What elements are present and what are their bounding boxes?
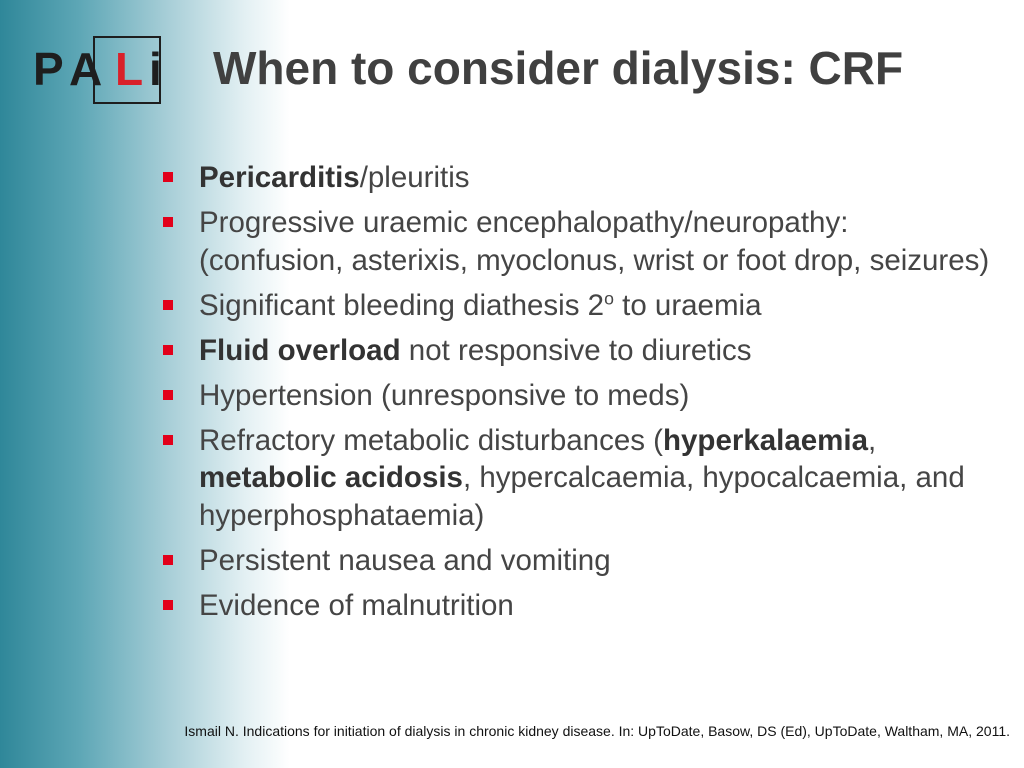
bullet-text: Persistent nausea and vomiting	[199, 543, 611, 577]
logo-letter-a: A	[69, 43, 103, 95]
bullet-item	[160, 287, 990, 325]
logo-letter-p: P	[33, 43, 64, 95]
bullet-superscript: o	[604, 287, 614, 308]
bullet-square-icon	[163, 300, 173, 310]
bullet-square-icon	[163, 345, 173, 355]
bullet-text: /pleuritis	[359, 161, 470, 194]
bullet-item	[160, 204, 990, 279]
bullet-square-icon	[163, 217, 173, 227]
bullet-text: ,	[868, 423, 877, 457]
bullet-square-icon	[163, 600, 173, 610]
bullet-bold-text: Fluid overload	[199, 333, 401, 367]
bullet-item	[160, 377, 990, 415]
bullet-square-icon	[163, 390, 173, 400]
bullet-square-icon	[163, 172, 173, 182]
bullet-text: to uraemia	[613, 288, 762, 322]
bullet-text: Refractory metabolic disturbances (	[199, 423, 663, 457]
bullet-text: not responsive to diuretics	[400, 333, 752, 367]
logo-letter-i: i	[149, 43, 162, 95]
bullet-text: Evidence of malnutrition	[199, 588, 514, 622]
bullet-text: , hypercalcaemia, hypocalcaemia, and hyperphosphataemia)	[199, 461, 965, 532]
bullet-item	[160, 159, 990, 197]
pali-logo	[33, 36, 165, 106]
logo-letter-l: L	[115, 43, 144, 95]
bullet-item	[160, 587, 990, 625]
bullet-text: Hypertension (unresponsive to meds)	[199, 378, 690, 412]
bullet-square-icon	[163, 555, 173, 565]
bullet-bold-text: hyperkalaemia	[663, 423, 868, 457]
bullet-item	[160, 542, 990, 580]
bullet-square-icon	[163, 435, 173, 445]
bullet-item	[160, 422, 990, 535]
bullet-text: Progressive uraemic encephalopathy/neuropathy: (confusion, asterixis, myoclonus, wrist or foot drop, seizures)	[199, 206, 990, 277]
bullet-bold-text: metabolic acidosis	[199, 461, 463, 494]
bullet-text: Significant bleeding diathesis 2	[199, 288, 605, 322]
citation: Ismail N. Indications for initiation of dialysis in chronic kidney disease. In: UpToDate, Basow, DS (Ed), UpToDate, Waltham, MA, 2011.	[184, 723, 1010, 739]
bullet-list	[160, 159, 990, 632]
bullet-item	[160, 332, 990, 370]
bullet-bold-text: Pericarditis	[199, 161, 360, 194]
slide-title: When to consider dialysis: CRF	[213, 42, 904, 94]
